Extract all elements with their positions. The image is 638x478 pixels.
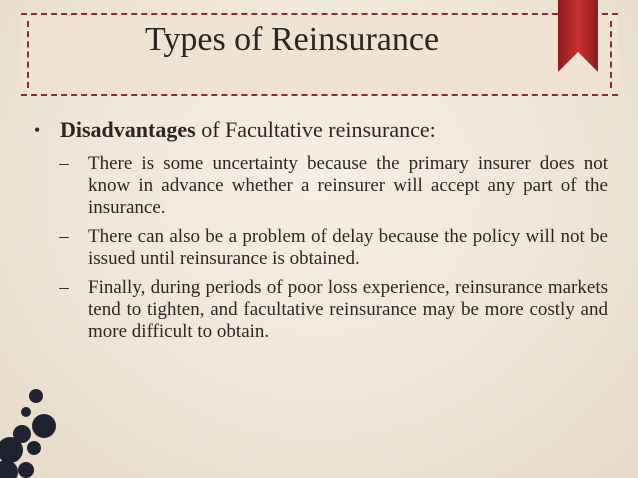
bullet-bold-text: Disadvantages xyxy=(60,117,196,142)
bookmark-ribbon-icon xyxy=(558,0,598,72)
sub-text: There can also be a problem of delay because the policy will not be issued until reinsurance is obtained. xyxy=(88,226,608,269)
bullet-text xyxy=(60,117,436,143)
sub-item xyxy=(40,277,608,343)
sub-dash: – xyxy=(59,153,69,174)
sub-dash: – xyxy=(59,226,69,247)
sub-dash: – xyxy=(59,277,69,298)
bullet-dot: • xyxy=(34,120,41,140)
bullet-item xyxy=(34,117,608,143)
sub-item xyxy=(40,153,608,219)
sub-text: Finally, during periods of poor loss experience, reinsurance markets tend to tighten, and facultative reinsurance may be more costly and more difficult to obtain. xyxy=(88,277,608,342)
slide-body xyxy=(34,117,608,350)
sub-text: There is some uncertainty because the primary insurer does not know in advance whether a reinsurer will accept any part of the insurance. xyxy=(88,153,608,218)
ink-splatter-decoration xyxy=(0,388,80,478)
bullet-rest-text: of Facultative reinsurance: xyxy=(195,117,436,142)
sub-item xyxy=(40,226,608,270)
slide-title: Types of Reinsurance xyxy=(144,21,440,58)
